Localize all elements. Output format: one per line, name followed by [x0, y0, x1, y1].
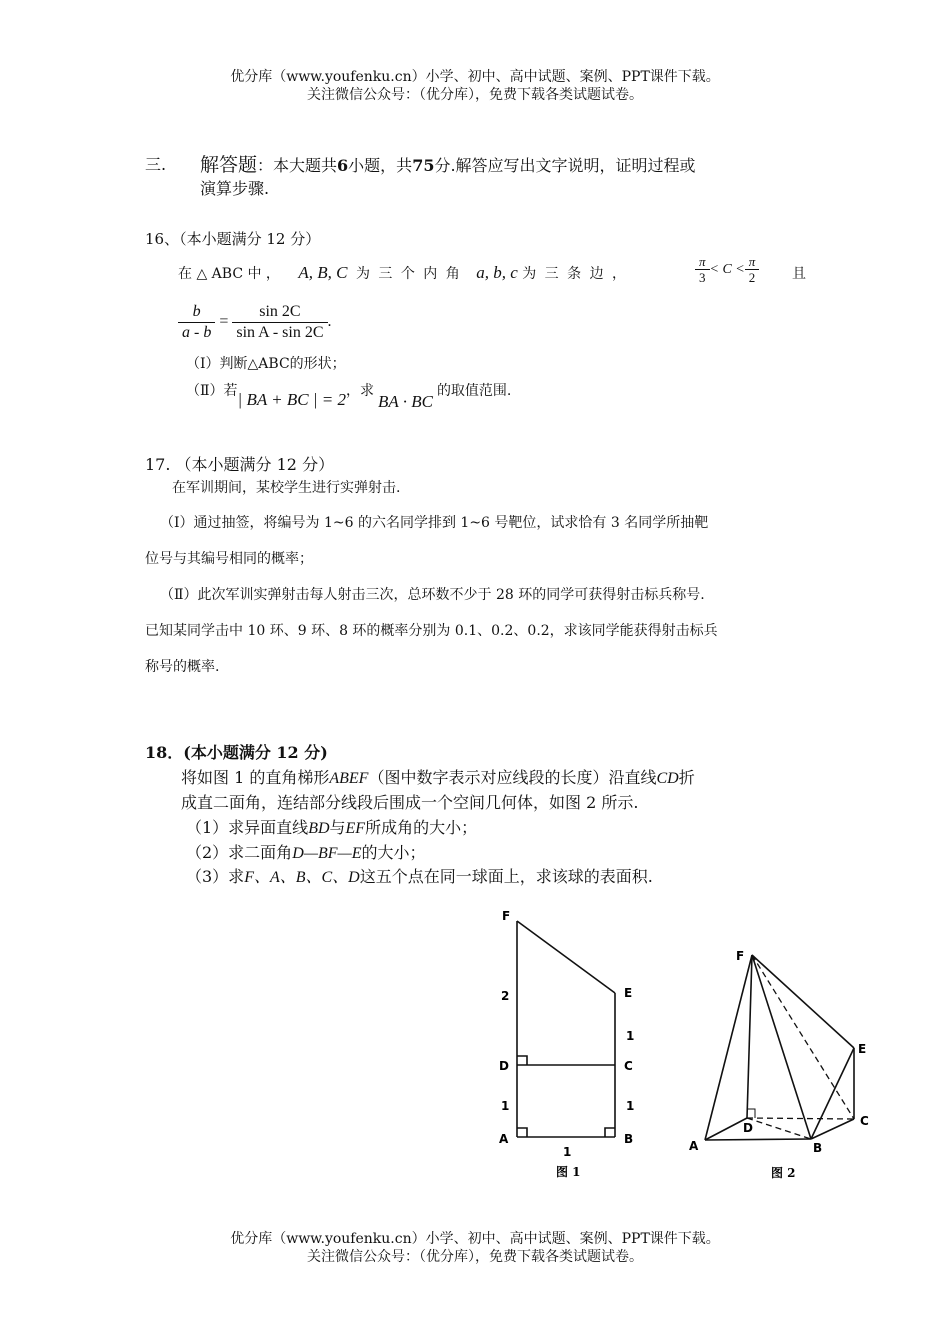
fig1-label-b: B — [624, 1132, 634, 1146]
fig1-right-angle-d — [517, 1056, 527, 1065]
q17-part1-a: （Ⅰ）通过抽签，将编号为 1~6 的六名同学排到 1~6 号靶位，试求恰有 3 名同学所抽靶 — [160, 515, 709, 531]
fig2-line-fa — [705, 955, 752, 1140]
q18-dbfe: D—BF—E — [292, 845, 362, 862]
fig1-caption: 图 1 — [556, 1165, 581, 1179]
footer-line-1: 优分库（www.youfenku.cn）小学、初中、高中试题、案例、PPT课件下载。 — [230, 1231, 720, 1247]
fig1-label-d: D — [499, 1059, 509, 1073]
q16-frac-left — [695, 254, 710, 285]
q18-intro-line1 — [181, 765, 695, 788]
fig2-dash-db — [747, 1118, 811, 1139]
q16-den-right: 2 — [748, 270, 756, 285]
fig2-line-ad — [705, 1118, 747, 1140]
q18-part2-a: （2）求二面角 — [186, 843, 293, 862]
q16-sides: a, b, c — [476, 263, 518, 282]
q16-den-left: 3 — [699, 270, 706, 285]
header-line-2: 关注微信公众号：（优分库），免费下载各类试题试卷。 — [307, 87, 643, 103]
section-points: 75 — [412, 156, 435, 175]
fig2-caption: 图 2 — [771, 1166, 796, 1180]
q16-part2-abs: | BA + BC | = 2 — [237, 390, 346, 409]
q16-lhs-den: a - b — [182, 324, 212, 341]
q18-part1-c: 所成角的大小； — [365, 818, 478, 837]
footer-line-2: 关注微信公众号：（优分库），免费下载各类试题试卷。 — [307, 1249, 643, 1265]
q18-heading-rest: ．(本小题满分 12 分) — [167, 743, 328, 762]
q18-heading-num: 18 — [145, 743, 168, 762]
section-desc-a: ：本大题共 — [257, 156, 338, 175]
q16-part2-dot: BA · BC — [378, 392, 433, 411]
fig2-line-ab — [705, 1139, 811, 1140]
q17-part2-b: 已知某同学击中 10 环、9 环、8 环的概率分别为 0.1、0.2、0.2，求该同学能获得射击标兵 — [145, 623, 718, 639]
q16-part2-b: ，求 — [346, 383, 374, 399]
fig1-len-ab: 1 — [563, 1145, 572, 1159]
fig1-right-angle-b — [605, 1128, 615, 1137]
q17-part1-b: 位号与其编号相同的概率； — [145, 551, 313, 567]
q16-intro-c: 为 三 条 边 ， — [522, 266, 629, 282]
fig2-label-c: C — [860, 1114, 869, 1128]
q18-abef: ABEF — [329, 770, 369, 787]
fig1-len-ec: 1 — [626, 1029, 635, 1043]
q18-part1-b: 与 — [329, 818, 346, 837]
q16-frac-right — [745, 254, 760, 285]
figure-1 — [490, 905, 650, 1195]
q18-ef: EF — [345, 820, 366, 837]
fig1-label-c: C — [624, 1059, 633, 1073]
fig1-label-a: A — [499, 1132, 509, 1146]
q17-heading: 17. （本小题满分 12 分） — [145, 455, 335, 474]
q16-intro-d: 且 — [792, 266, 806, 282]
q17-part2-a: （Ⅱ）此次军训实弹射击每人射击三次，总环数不少于 28 环的同学可获得射击标兵称号. — [160, 587, 705, 603]
fig2-label-b: B — [813, 1141, 823, 1155]
q16-condition — [695, 254, 759, 285]
q18-part3 — [186, 864, 653, 887]
fig2-right-angle-d — [747, 1109, 755, 1118]
fig1-label-f: F — [502, 909, 511, 923]
q18-part3-a: （3）求 — [186, 867, 245, 886]
q18-part1 — [186, 815, 477, 838]
section-desc-b: 小题，共 — [348, 156, 413, 175]
section-number: 三. — [145, 155, 167, 174]
q16-rhs-frac — [232, 302, 327, 343]
q18-points: F、A、B、C、D — [244, 869, 360, 886]
section-title-line — [200, 150, 696, 177]
fig1-len-cb: 1 — [626, 1099, 635, 1113]
q16-lhs-frac — [178, 302, 215, 343]
q16-angles: A, B, C — [298, 263, 348, 282]
section-title: 解答题 — [200, 154, 258, 176]
fig1-right-angle-a — [517, 1128, 527, 1137]
q16-pi-right: π — [745, 254, 760, 270]
q16-intro-b: 为 三 个 内 角 — [355, 266, 462, 282]
q16-equation — [178, 302, 332, 343]
q16-eq-end: . — [327, 313, 332, 331]
fig2-dash-dc — [747, 1118, 854, 1119]
fig1-len-fd: 2 — [501, 989, 510, 1003]
q17-intro: 在军训期间，某校学生进行实弹射击. — [172, 480, 401, 496]
q16-rhs-den: sin A - sin 2C — [236, 324, 324, 341]
q16-intro-a: 在 △ ABC 中 ， — [178, 266, 280, 282]
fig2-label-a: A — [689, 1139, 699, 1153]
fig2-line-be — [811, 1048, 854, 1139]
q18-intro-d: 成直二面角，连结部分线段后围成一个空间几何体，如图 2 所示. — [181, 793, 639, 812]
q18-part2-b: 的大小； — [361, 843, 426, 862]
fig1-len-da: 1 — [501, 1099, 510, 1113]
q18-heading — [145, 740, 328, 763]
q16-eq-sign: = — [219, 313, 229, 331]
q18-intro-b: （图中数字表示对应线段的长度）沿直线 — [368, 768, 657, 787]
q18-intro-a: 将如图 1 的直角梯形 — [181, 768, 330, 787]
q18-part3-b: 这五个点在同一球面上，求该球的表面积. — [359, 867, 653, 886]
fig1-line-fe — [517, 921, 615, 993]
q18-cd: CD — [656, 770, 679, 787]
q16-part2-c: 的取值范围. — [436, 383, 512, 399]
q16-cond-mid: < C < — [709, 262, 745, 278]
q18-intro-c: 折 — [678, 768, 695, 787]
figure-2 — [680, 940, 880, 1190]
fig2-line-bc — [811, 1119, 854, 1139]
q16-part2-a: （Ⅱ）若 — [186, 383, 238, 399]
q18-part2 — [186, 840, 426, 863]
fig2-label-d: D — [743, 1121, 753, 1135]
q16-pi-left: π — [695, 254, 710, 270]
section-desc-c: 分.解答应写出文字说明，证明过程或 — [434, 156, 696, 175]
section-desc-d: 演算步骤. — [200, 179, 270, 198]
fig2-label-e: E — [858, 1042, 867, 1056]
q17-part2-c: 称号的概率. — [145, 659, 220, 675]
fig2-dash-fc — [752, 955, 854, 1119]
fig2-label-f: F — [736, 949, 745, 963]
section-count: 6 — [337, 156, 349, 175]
q18-bd: BD — [308, 820, 330, 837]
q16-lhs-num: b — [178, 302, 215, 323]
q16-part1: （Ⅰ）判断△ABC的形状； — [186, 356, 346, 372]
q16-part2 — [186, 380, 512, 411]
fig1-label-e: E — [624, 986, 633, 1000]
header-line-1: 优分库（www.youfenku.cn）小学、初中、高中试题、案例、PPT课件下载。 — [230, 69, 720, 85]
q16-rhs-num: sin 2C — [232, 302, 327, 323]
q18-part1-a: （1）求异面直线 — [186, 818, 309, 837]
fig2-line-fd — [747, 955, 752, 1118]
q16-heading: 16、（本小题满分 12 分） — [145, 230, 321, 248]
